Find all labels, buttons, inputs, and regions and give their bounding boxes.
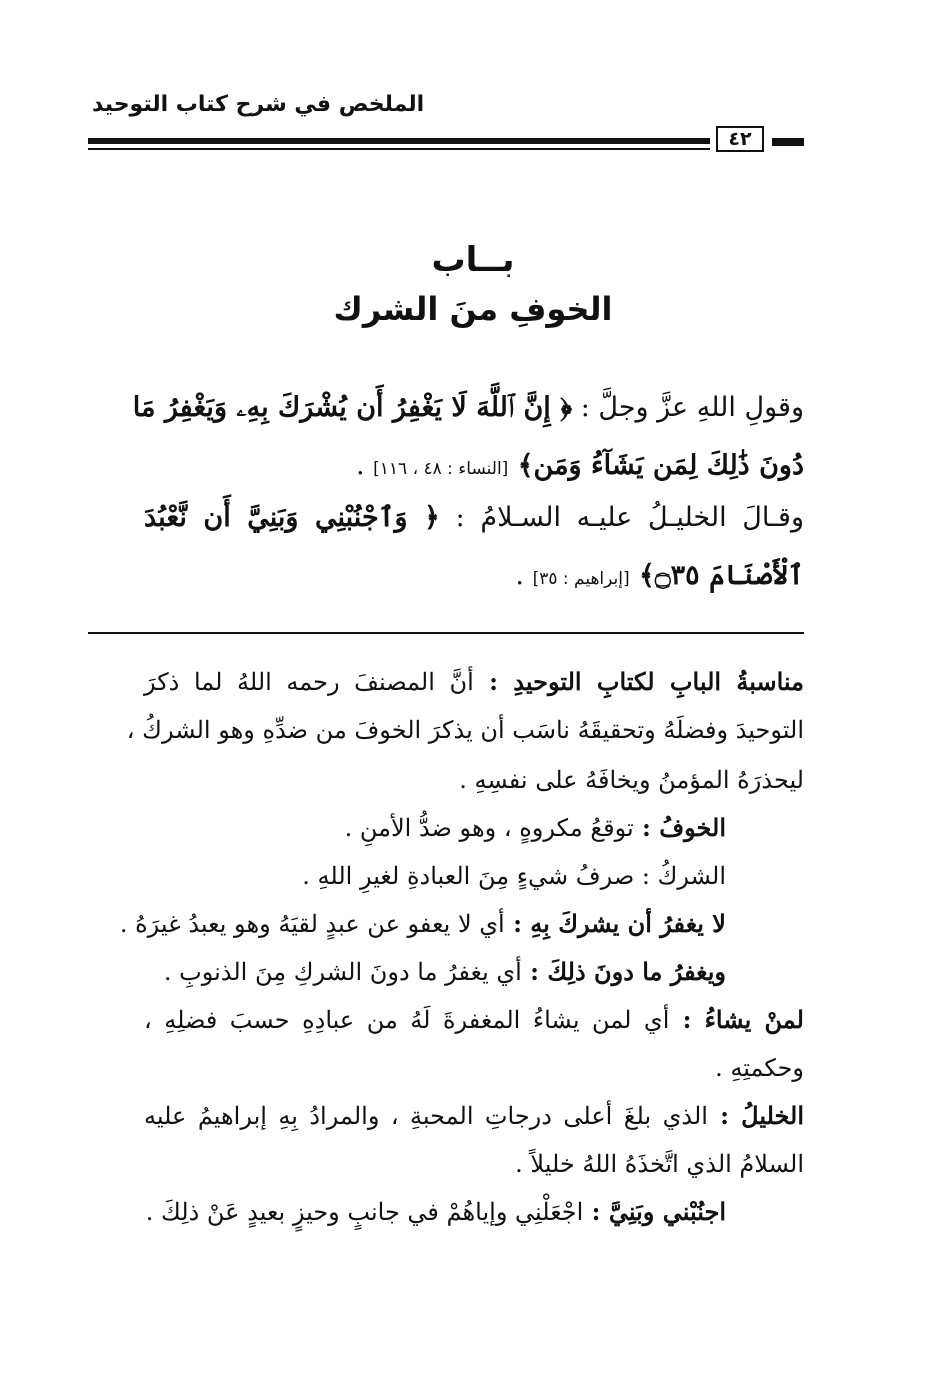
verse-line-3: [144, 502, 804, 534]
commentary-line-6: [120, 910, 726, 939]
header-rule-thin: [88, 148, 710, 150]
commentary-text: أي لا يعفو عن عبدٍ لقيَهُ وهو يعبدُ غيرَهُ .: [119, 910, 505, 938]
header-rule: [88, 138, 710, 144]
commentary-line-10: [144, 1102, 804, 1131]
verse-reference: [إبراهيم : ٣٥]: [532, 569, 630, 589]
chapter-label: بــاب: [431, 240, 515, 280]
commentary-text: توقعُ مكروهٍ ، وهو ضدُّ الأمنِ .: [344, 814, 634, 842]
section-divider: [88, 632, 804, 634]
commentary-line-12: [146, 1198, 726, 1227]
commentary-term: لا يغفرُ أن يشركَ بِهِ :: [504, 909, 726, 938]
commentary-line-3: [459, 766, 804, 795]
verse-line-1: [132, 392, 804, 424]
quran-text: ٱلْأَصْنَامَ ۝٣٥﴾: [629, 560, 804, 591]
commentary-line-11: [515, 1150, 804, 1179]
commentary-line-8: [144, 1006, 804, 1035]
verse-intro: وقولِ اللهِ عزَّ وجلَّ :: [572, 392, 804, 423]
punctuation: .: [515, 560, 533, 591]
commentary-line-7: [164, 958, 726, 987]
commentary-term: الخوفُ :: [633, 813, 726, 842]
commentary-term: ويغفرُ ما دونَ ذلِكَ :: [521, 957, 726, 986]
commentary-text: وحكمتِهِ .: [715, 1054, 804, 1082]
page-number: ٤٢: [716, 126, 764, 152]
commentary-line-2: [126, 716, 804, 745]
commentary-term: اجنُبْني وبَنِيَّ :: [583, 1197, 726, 1226]
commentary-text: أنَّ المصنفَ رحمه اللهُ لما ذكرَ: [144, 668, 474, 696]
commentary-term: لمنْ يشاءُ :: [669, 1005, 804, 1034]
chapter-title: الخوفِ منَ الشرك: [333, 290, 613, 328]
verse-line-2: [356, 450, 804, 482]
commentary-line-4: [345, 814, 726, 843]
commentary-text: أي يغفرُ ما دونَ الشركِ مِنَ الذنوبِ .: [163, 958, 522, 986]
header-dash: [772, 138, 804, 146]
quran-text: ﴿ إِنَّ ٱللَّهَ لَا يَغْفِرُ أَن يُشْرَكَ بِهِۦ وَيَغْفِرُ مَا: [132, 392, 573, 423]
punctuation: .: [355, 450, 374, 481]
commentary-term: مناسبةُ البابِ لكتابِ التوحيدِ :: [473, 667, 804, 696]
commentary-line-1: [144, 668, 804, 697]
commentary-line-5: [302, 862, 726, 891]
verse-reference: [النساء : ٤٨ ، ١١٦]: [373, 459, 509, 479]
verse-line-4: [515, 560, 804, 592]
verse-intro: وقـالَ الخليـلُ عليـه السـلامُ :: [439, 502, 804, 533]
commentary-text: السلامُ الذي اتَّخذَهُ اللهُ خليلاً .: [515, 1150, 804, 1178]
commentary-line-9: [715, 1054, 804, 1083]
commentary-text: أي لمن يشاءُ المغفرةَ لَهُ من عبادِهِ حسبَ فضلِهِ ،: [144, 1006, 670, 1034]
running-title: الملخص في شرح كتاب التوحيد: [92, 92, 425, 117]
commentary-term: الخليلُ :: [707, 1101, 804, 1130]
commentary-text: اجْعَلْنِي وإياهُمْ في جانبٍ وحيزٍ بعيدٍ عَنْ ذلِكَ .: [145, 1198, 584, 1226]
commentary-text: ليحذرَهُ المؤمنُ ويخافَهُ على نفسِهِ .: [459, 766, 804, 794]
commentary-text: الذي بلغَ أعلى درجاتِ المحبةِ ، والمرادُ بِهِ إبراهيمُ عليه: [144, 1102, 708, 1130]
commentary-text: الشركُ : صرفُ شيءٍ مِنَ العبادةِ لغيرِ اللهِ .: [302, 862, 726, 890]
commentary-text: التوحيدَ وفضلَهُ وتحقيقَهُ ناسَب أن يذكرَ الخوفَ من ضدِّهِ وهو الشركُ ،: [126, 716, 804, 744]
quran-text: دُونَ ذَٰلِكَ لِمَن يَشَآءُ وَمَن﴾: [508, 450, 804, 481]
quran-text: ﴿ وَٱجْنُبْنِي وَبَنِيَّ أَن نَّعْبُدَ: [144, 502, 440, 533]
